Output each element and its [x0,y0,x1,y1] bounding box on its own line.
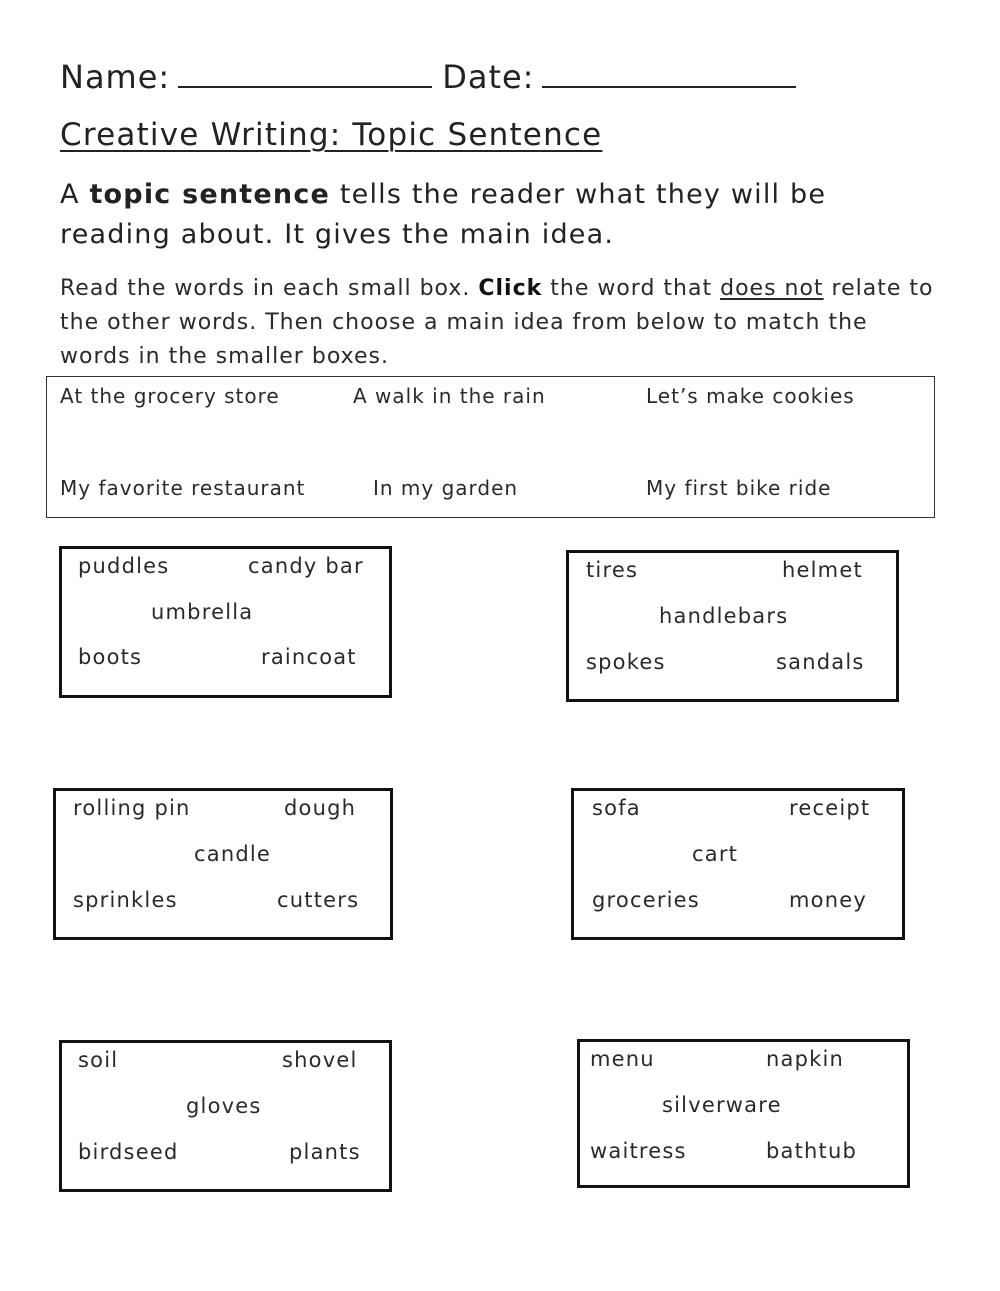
instructions-underlined: does not [720,276,824,301]
word-option[interactable]: waitress [590,1139,687,1163]
word-option[interactable]: sofa [592,796,641,820]
instructions-part3: relate to the other words. Then choose a main idea from below to match the words in the smaller boxes. [60,276,934,369]
instructions-paragraph [60,272,940,374]
word-option[interactable]: tires [586,558,639,582]
word-option[interactable]: receipt [789,796,871,820]
word-option[interactable]: spokes [586,650,666,674]
word-option[interactable]: raincoat [261,645,357,669]
word-option[interactable]: plants [289,1140,361,1164]
intro-bold-term: topic sentence [89,179,331,210]
word-option[interactable]: candy bar [248,554,364,578]
word-option[interactable]: menu [590,1047,655,1071]
intro-prefix: A [60,179,90,210]
name-label: Name: [60,58,171,96]
main-idea-option[interactable]: In my garden [373,476,519,500]
instructions-part2: the word that [542,276,721,301]
main-idea-option[interactable]: At the grocery store [60,384,280,408]
word-option[interactable]: candle [194,842,272,866]
date-label: Date: [442,58,535,96]
main-idea-option[interactable]: My first bike ride [646,476,832,500]
name-blank[interactable] [178,56,432,88]
instructions-part1: Read the words in each small box. [60,276,479,301]
word-option[interactable]: rolling pin [73,796,191,820]
word-option[interactable]: umbrella [151,600,254,624]
word-option[interactable]: soil [78,1048,119,1072]
word-option[interactable]: helmet [782,558,863,582]
word-option[interactable]: gloves [186,1094,262,1118]
date-blank[interactable] [542,56,796,88]
word-option[interactable]: cart [692,842,739,866]
word-option[interactable]: cutters [277,888,360,912]
word-option[interactable]: shovel [282,1048,358,1072]
word-option[interactable]: birdseed [78,1140,179,1164]
word-option[interactable]: money [789,888,867,912]
main-idea-option[interactable]: A walk in the rain [353,384,546,408]
word-option[interactable]: bathtub [766,1139,858,1163]
word-option[interactable]: sandals [776,650,865,674]
word-option[interactable]: dough [284,796,357,820]
main-idea-option[interactable]: My favorite restaurant [60,476,306,500]
word-option[interactable]: silverware [662,1093,782,1117]
word-option[interactable]: groceries [592,888,700,912]
main-idea-option[interactable]: Let’s make cookies [646,384,855,408]
name-date-line [60,56,806,96]
page-title: Creative Writing: Topic Sentence [60,117,603,153]
word-option[interactable]: handlebars [659,604,789,628]
word-option[interactable]: sprinkles [73,888,178,912]
intro-paragraph [60,175,920,255]
word-option[interactable]: napkin [766,1047,845,1071]
word-option[interactable]: boots [78,645,143,669]
instructions-bold: Click [478,276,543,301]
word-option[interactable]: puddles [78,554,170,578]
intro-suffix: tells the reader what they will be reading about. It gives the main idea. [60,179,827,250]
